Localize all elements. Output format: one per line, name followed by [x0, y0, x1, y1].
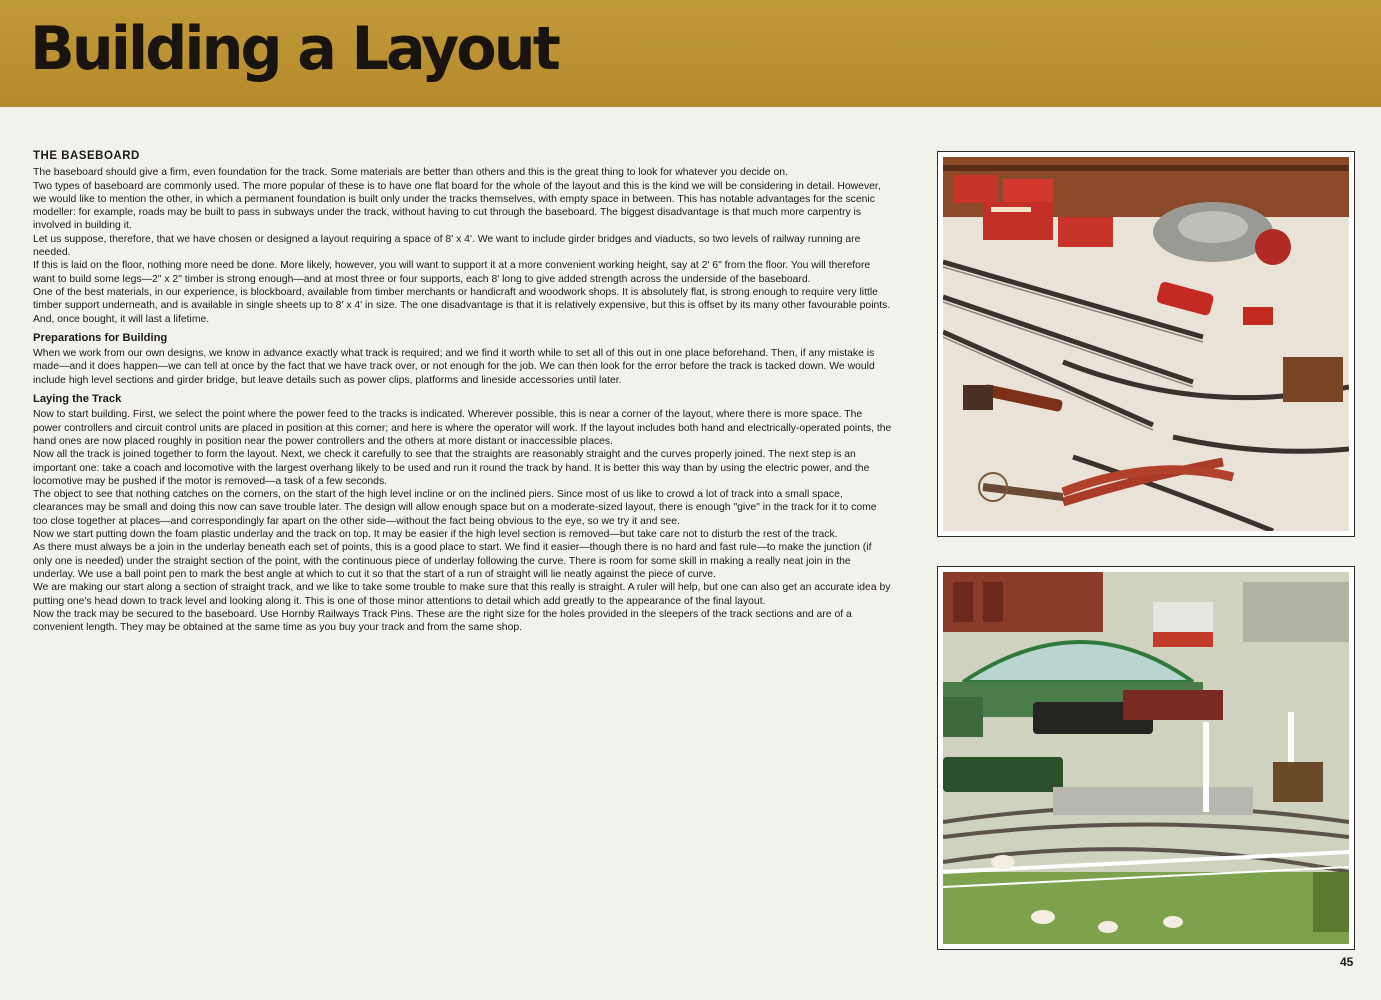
article-body	[33, 150, 893, 634]
track-laying-photo	[937, 151, 1355, 537]
paragraph: Now we start putting down the foam plastic underlay and the track on top. It may be easier if the high level section is removed—but take care not to disturb the rest of the track.	[33, 529, 838, 541]
paragraph: Now to start building. First, we select the point where the power feed to the tracks is indicated. Wherever possible, this is near a corner of the layout, where there is more space. The power controllers and circuit control units are placed in position at this corner; and here is where the operator will work. If the layout includes both hand and electrically-operated points, the hand ones are now placed roughly in position near the power controllers and the others at more distant or inaccessible places.	[33, 409, 892, 447]
track-laying-illustration	[943, 157, 1349, 531]
paragraph: Let us suppose, therefore, that we have chosen or designed a layout requiring a space of 8' x 4'. We want to include girder bridges and viaducts, so two levels of railway running are needed.	[33, 233, 861, 259]
section-heading-baseboard: THE BASEBOARD	[33, 150, 140, 162]
paragraph: The baseboard should give a firm, even foundation for the track. Some materials are better than others and this is the great thing to look for whatever you decide on.	[33, 167, 788, 179]
paragraph: The object to see that nothing catches on the corners, on the start of the high level incline or on the inclined piers. Since most of us like to crowd a lot of track into a small space, clearances may be small and doing this now can save trouble later. The design will allow enough space but on a moderate-sized layout, there is enough "give" in the track for it to come too close together at places—and correspondingly far apart on the other side—without the fact being obvious to the eye, so we try it and see.	[33, 489, 877, 527]
paragraph: If this is laid on the floor, nothing more need be done. More likely, however, you will want to support it at a more convenient working height, say at 2' 6" from the floor. You will therefore want to build some legs—2" x 2" timber is strong enough—and at most three or four supports, each 8' long to give added strength across the underside of the baseboard.	[33, 260, 871, 285]
page-number: 45	[1340, 955, 1354, 969]
section-heading-preparations: Preparations for Building	[33, 331, 168, 344]
paragraph: As there must always be a join in the underlay beneath each set of points, this is a good place to start. We find it easier—though there is no hard and fast rule—to make the junction (if only one is needed) under the straight section of the point, with the continuous piece of underlay following the curve. There is room for some skill in making a really neat join in the underlay. We use a ball point pen to mark the best angle at which to cut it so that the start of a run of straight will lie neatly against the piece of curve.	[33, 542, 872, 580]
section-heading-laying: Laying the Track	[33, 393, 122, 406]
paragraph: We are making our start along a section of straight track, and we like to take some trouble to make sure that this really is straight. A ruler will help, but one can also get an accurate idea by putting one's head down to track level and looking along it. This is one of those minor attentions to detail which add greatly to the appearance of the final layout.	[33, 582, 891, 607]
paragraph: Two types of baseboard are commonly used. The more popular of these is to have one flat board for the whole of the layout and this is the kind we will be considering in detail. However, we would like to mention the other, in which a permanent foundation is built only under the tracks themselves, with empty space in between. This has notable advantages for the scenic modeller: for example, roads may be built to pass in subways under the track, without having to cut through the baseboard. The biggest disadvantage is that much more carpentry is involved in building it.	[33, 180, 881, 232]
page-title: Building a Layout	[30, 14, 558, 84]
paragraph: Now the track may be secured to the baseboard. Use Hornby Railways Track Pins. These are the right size for the holes provided in the sleepers of the track sections and are of a convenient length. They may be obtained at the same time as you buy your track and from the same shop.	[33, 608, 852, 634]
paragraph: When we work from our own designs, we know in advance exactly what track is required; and we find it worth while to set all of this out in one place beforehand. Then, if any mistake is made—and it does happen—we can tell at once by the fact that we have track over, or not enough for the job. We can then look for the error before the track is tacked down. We would include high level sections and girder bridge, but leave details such as power clips, platforms and lineside accessories until later.	[33, 348, 875, 386]
paragraph: One of the best materials, in our experience, is blockboard, available from timber merchants or handicraft and woodwork shops. It is absolutely flat, is strong enough to require very little timber support underneath, and is available in single sheets up to 8' x 4' in size. The one disadvantage is that it is relatively expensive, but this is offset by its many other favourable points. And, once bought, it will last a lifetime.	[33, 286, 891, 325]
title-banner	[0, 0, 1381, 107]
station-layout-illustration	[943, 572, 1349, 944]
station-layout-photo	[937, 566, 1355, 950]
paragraph: Now all the track is joined together to form the layout. Next, we check it carefully to see that the straights are reasonably straight and the curves properly joined. The next step is an important one: take a coach and locomotive with the largest overhang likely to be used and run it round the track by hand. It is better this way than by using the electric power, and the locomotive may be pushed if the motor is removed—a task of a few seconds.	[33, 449, 870, 487]
